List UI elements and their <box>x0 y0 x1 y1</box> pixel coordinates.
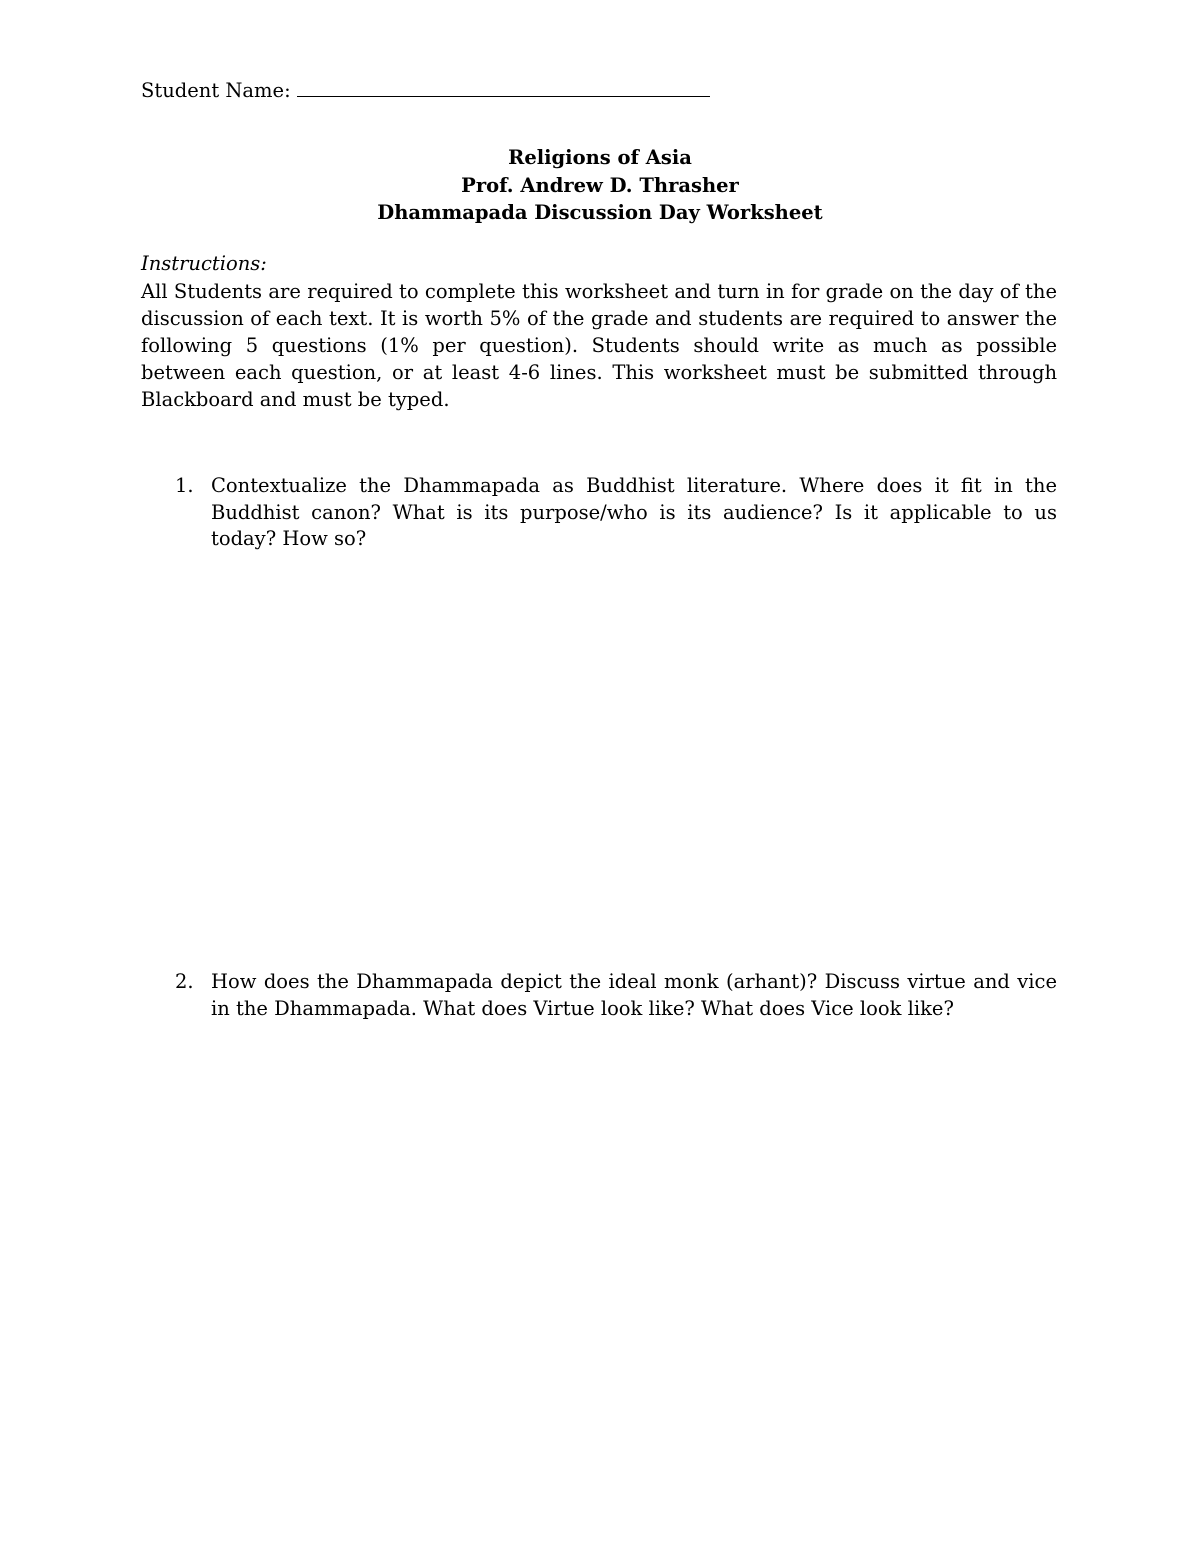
instructions-body: All Students are required to complete this worksheet and turn in for grade on the day of the discussion of each text. It is worth 5% of the grade and students are required to answer the following 5 questions (1% per question). Students should write as much as possible between each question, or at least 4-6 lines. This worksheet must be submitted through Blackboard and must be typed. <box>141 280 1057 411</box>
student-name-blank-line <box>297 74 710 97</box>
question-number: 2. <box>175 970 194 993</box>
question-number: 1. <box>175 474 194 497</box>
worksheet-title: Dhammapada Discussion Day Worksheet <box>377 201 823 224</box>
question-text: Contextualize the Dhammapada as Buddhist literature. Where does it fit in the Buddhist canon? What is its purpose/who is its audience? Is it applicable to us today? How so? <box>211 474 1057 550</box>
professor-name: Prof. Andrew D. Thrasher <box>461 173 739 197</box>
student-name-row <box>141 74 710 104</box>
instructions-label: Instructions: <box>141 252 267 275</box>
student-name-label: Student Name: <box>141 79 291 102</box>
worksheet-header <box>0 144 1200 227</box>
course-title: Religions of Asia <box>508 146 692 169</box>
question-text: How does the Dhammapada depict the ideal monk (arhant)? Discuss virtue and vice in the Dhammapada. What does Virtue look like? What does Vice look like? <box>211 970 1057 1020</box>
